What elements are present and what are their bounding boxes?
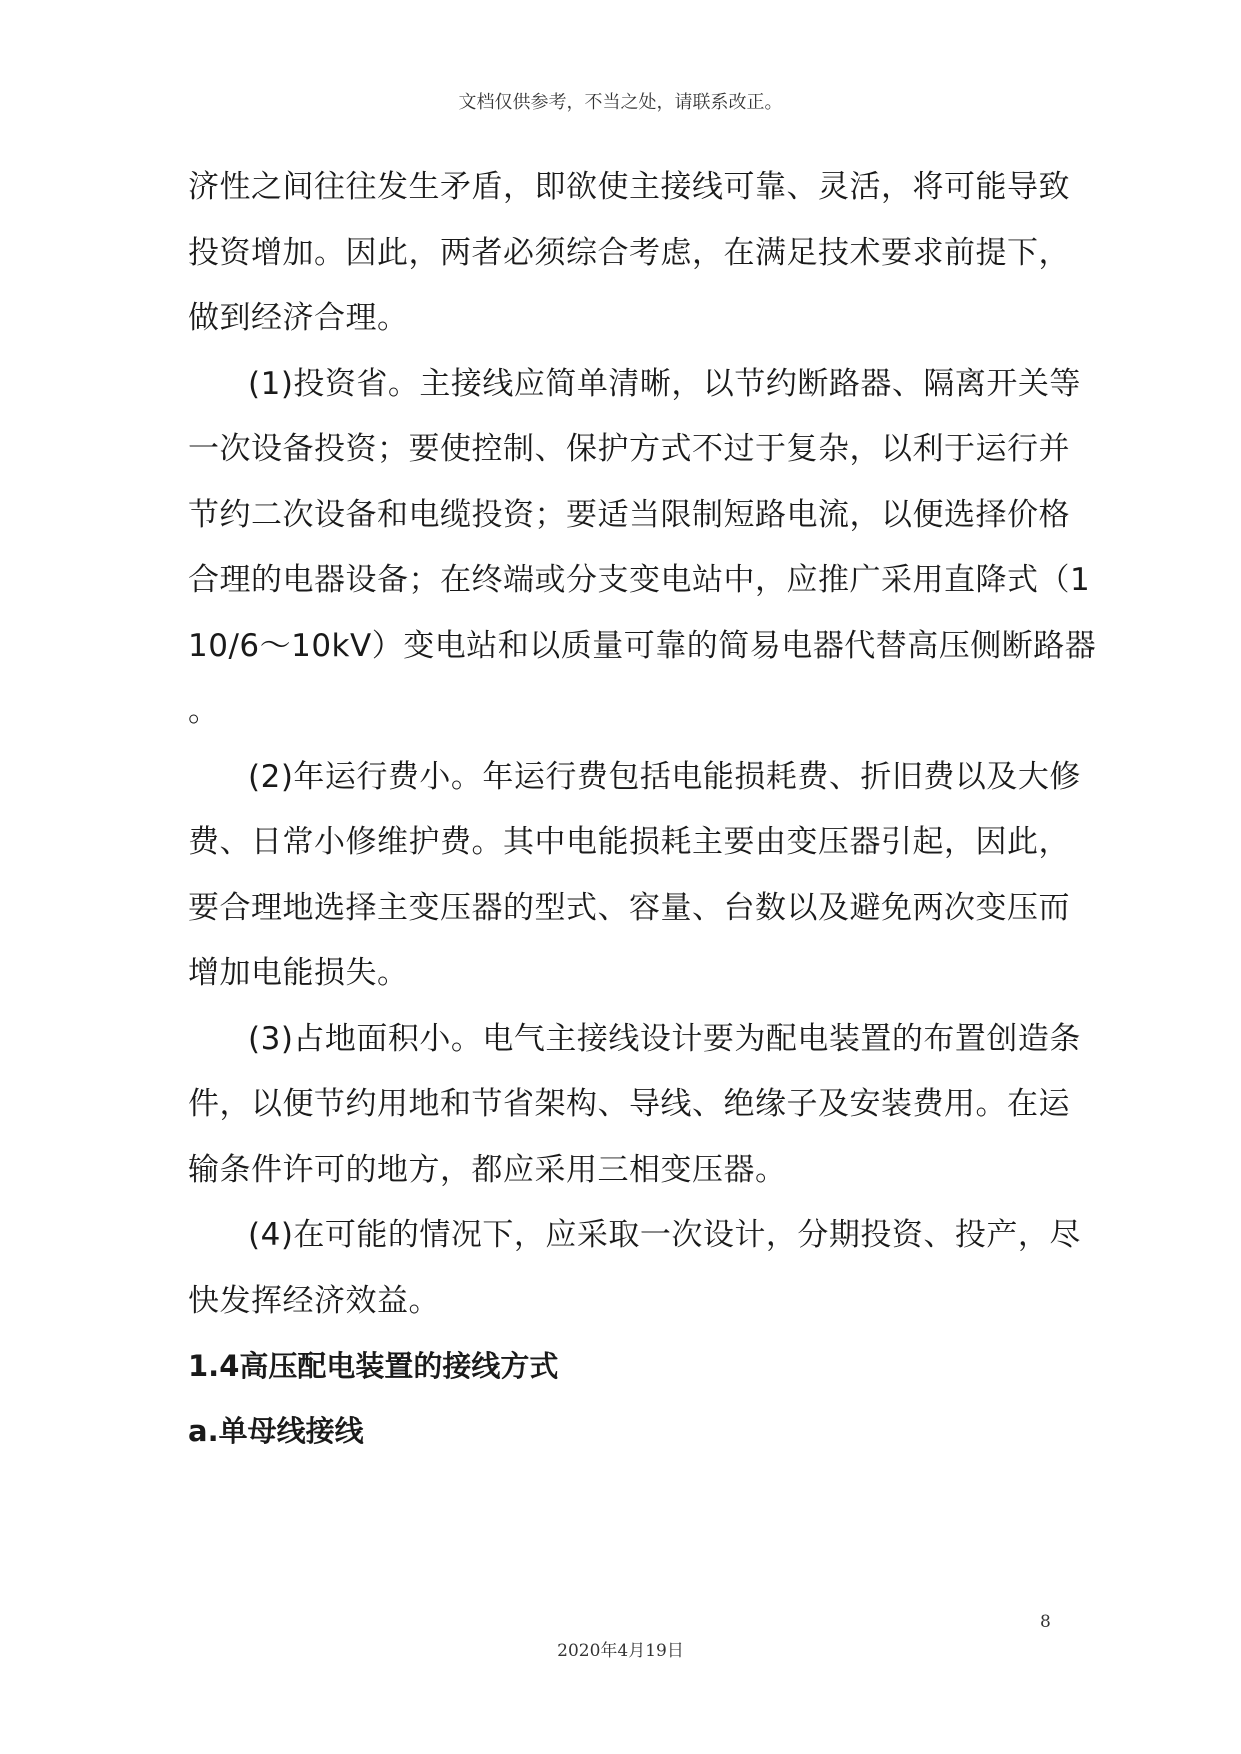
section-heading: 1.4高压配电装置的接线方式 (188, 1349, 559, 1383)
body-line: 投资增加。因此，两者必须综合考虑，在满足技术要求前提下， (188, 234, 1070, 271)
body-line: 节约二次设备和电缆投资；要适当限制短路电流，以便选择价格 (188, 496, 1070, 533)
body-line: 10/6～10kV）变电站和以质量可靠的简易电器代替高压侧断路器 (188, 627, 1097, 664)
body-line: 做到经济合理。 (188, 300, 409, 336)
body-line: 快发挥经济效益。 (188, 1282, 440, 1319)
footer-date: 2020年4月19日 (557, 1641, 684, 1661)
body-line: 一次设备投资；要使控制、保护方式不过于复杂，以利于运行并 (188, 431, 1070, 467)
body-line: 输条件许可的地方，都应采用三相变压器。 (188, 1151, 787, 1188)
body-line: (2)年运行费小。年运行费包括电能损耗费、折旧费以及大修 (248, 758, 1081, 795)
body-line: 。 (188, 693, 220, 729)
body-line: 济性之间往往发生矛盾，即欲使主接线可靠、灵活，将可能导致 (188, 169, 1070, 205)
body-line: (1)投资省。主接线应简单清晰，以节约断路器、隔离开关等 (248, 365, 1081, 402)
body-line: 件，以便节约用地和节省架构、导线、绝缘子及安装费用。在运 (188, 1086, 1070, 1122)
body-line: 要合理地选择主变压器的型式、容量、台数以及避免两次变压而 (188, 889, 1070, 926)
body-line: 增加电能损失。 (188, 955, 409, 991)
document-body (188, 155, 1097, 1464)
body-line: 费、日常小修维护费。其中电能损耗主要由变压器引起，因此， (188, 824, 1070, 860)
body-line: (4)在可能的情况下，应采取一次设计，分期投资、投产，尽 (248, 1217, 1081, 1253)
page-number: 8 (1040, 1612, 1051, 1632)
section-subheading: a.单母线接线 (188, 1414, 364, 1448)
body-line: (3)占地面积小。电气主接线设计要为配电装置的布置创造条 (248, 1020, 1081, 1057)
page-header-notice: 文档仅供参考，不当之处，请联系改正。 (458, 92, 783, 113)
body-line: 合理的电器设备；在终端或分支变电站中，应推广采用直降式（1 (188, 562, 1091, 598)
